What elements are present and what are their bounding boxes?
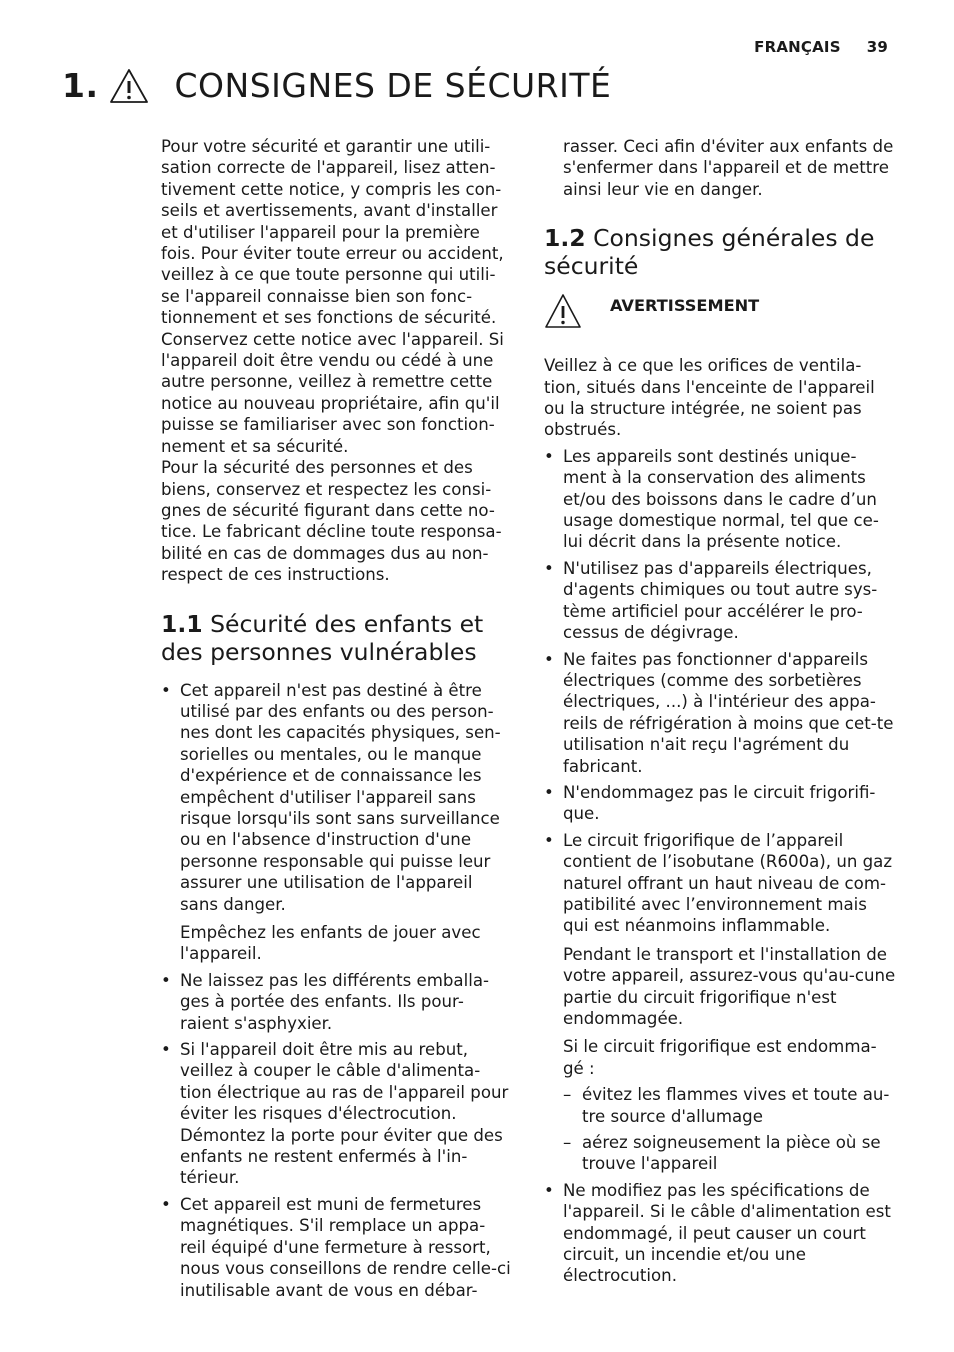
general-safety-list — [544, 446, 896, 1287]
list-item-text: • Ne modifiez pas les spécifications de l'appareil. Si le câble d'alimentation est endommagé, il peut causer un court circuit, un incendie et/ou une électrocution. — [563, 1180, 891, 1286]
dash-list — [563, 1084, 896, 1175]
section-1-2-title: Consignes générales de sécurité — [544, 224, 875, 281]
list-item — [544, 558, 896, 644]
list-item — [161, 970, 511, 1034]
continuation-text: rasser. Ceci afin d'éviter aux enfants de s'enfermer dans l'appareil et de mettre ainsi leur vie en danger. — [563, 137, 894, 199]
title-text: CONSIGNES DE SÉCURITÉ — [174, 66, 612, 105]
right-column — [544, 136, 896, 1292]
list-item — [544, 1180, 896, 1287]
list-item-text: • Cet appareil n'est pas destiné à être utilisé par des enfants ou des person-nes dont les capacités physiques, sen-sorielles ou mentales, ou le manque d'expérience et de connaissance les empêchent d'utiliser l'appareil sans risque lorsqu'ils sont sans surveillance ou en l'absence d'instruction d'une personne responsable qui puisse leur assurer une utilisation de l'appareil sans danger. — [180, 680, 501, 914]
section-1-2-heading — [544, 224, 896, 280]
list-item — [544, 649, 896, 777]
section-1-1-number: 1.1 — [161, 609, 203, 638]
section-1-1-title: Sécurité des enfants et des personnes vulnérables — [161, 609, 484, 666]
header-language: FRANÇAIS — [754, 38, 841, 56]
list-item-text: • Le circuit frigorifique de l’appareil contient de l’isobutane (R600a), un gaz naturel offrant un haut niveau de com-patibilité avec l’environnement mais qui est néanmoins inflammable. — [563, 830, 893, 936]
left-column — [161, 136, 511, 1306]
list-item — [544, 446, 896, 553]
children-safety-list — [161, 680, 511, 1301]
list-item — [161, 1039, 511, 1189]
warning-triangle-icon — [544, 293, 582, 329]
list-item — [161, 680, 511, 965]
title-number: 1. — [62, 66, 99, 105]
list-item-subtext: Empêchez les enfants de jouer avec l'appareil. — [180, 923, 481, 964]
list-item-text: • N'utilisez pas d'appareils électriques, d'agents chimiques ou tout autre sys-tème artificiel pour accélérer le pro-cessus de dégivrage. — [563, 558, 878, 643]
list-item-subtext: Pendant le transport et l'installation de votre appareil, assurez-vous qu'au-cune partie du circuit frigorifique n'est endommagée. — [563, 944, 896, 1028]
list-item-text: • Les appareils sont destinés unique-ment à la conservation des aliments et/ou des boissons dans le cadre d’un usage domestique normal, tel que ce-lui décrit dans la présente notice. — [563, 446, 879, 552]
page-number: 39 — [866, 38, 888, 56]
section-1-2-number: 1.2 — [544, 224, 586, 253]
section-1-1-heading — [161, 610, 511, 666]
list-item — [544, 830, 896, 1175]
list-item-text: • Ne laissez pas les différents emballa-ges à portée des enfants. Ils pour-raient s'asphyxier. — [180, 970, 489, 1033]
dash-item: – aérez soigneusement la pièce où se trouve l'appareil — [563, 1132, 896, 1175]
list-item-text: • Ne faites pas fonctionner d'appareils électriques (comme des sorbetières électriques, ...) à l'intérieur des appa-reils de réfrigération à moins que cet-te utilisation n'ait reçu l'agrément du fabricant. — [563, 649, 894, 776]
list-item-text: • Si l'appareil doit être mis au rebut, veillez à couper le câble d'alimenta-tion électrique au ras de l'appareil pour éviter les risques d'électrocution. Démontez la porte pour éviter que des enfants ne restent enfermés à l'in-térieur. — [180, 1040, 509, 1188]
intro-paragraph-1: Pour votre sécurité et garantir une utili-sation correcte de l'appareil, lisez atten-tivement cette notice, y compris les con-seils et avertissements, avant d'installer et d'utiliser l'appareil pour la première fois. Pour éviter toute erreur ou accident, veillez à ce que toute personne qui utili-se l'appareil connaisse bien son fonc-tionnement et ses fonctions de sécurité. Conservez cette notice avec l'appareil. Si l'appareil doit être vendu ou cédé à une autre personne, veillez à remettre cette notice au nouveau propriétaire, afin qu'il puisse se familiariser avec son fonction-nement et sa sécurité. — [161, 137, 504, 456]
page-header — [754, 38, 888, 56]
page-title — [62, 66, 611, 105]
dash-item: – évitez les flammes vives et toute au-tre source d'allumage — [563, 1084, 896, 1127]
list-item — [544, 782, 896, 825]
list-item-subtext: Si le circuit frigorifique est endomma-gé : — [563, 1037, 877, 1078]
warning-label: AVERTISSEMENT — [610, 296, 760, 316]
list-item-text: • Cet appareil est muni de fermetures magnétiques. S'il remplace un appa-reil équipé d'une fermeture à ressort, nous vous conseillons de rendre celle-ci inutilisable avant de vous en débar- — [180, 1194, 511, 1300]
warning-triangle-icon — [109, 68, 149, 104]
ventilation-paragraph: Veillez à ce que les orifices de ventila-tion, situés dans l'enceinte de l'appareil ou la structure intégrée, ne soient pas obstrués. — [544, 356, 875, 440]
warning-block — [544, 293, 896, 329]
list-item — [161, 1194, 511, 1301]
intro-paragraph-2: Pour la sécurité des personnes et des biens, conservez et respectez les consi-gnes de sécurité figurant dans cette no-tice. Le fabricant décline toute responsa-bilité en cas de dommages dus au non-respect de ces instructions. — [161, 458, 502, 585]
list-item-text: • N'endommagez pas le circuit frigorifi-que. — [563, 782, 876, 824]
